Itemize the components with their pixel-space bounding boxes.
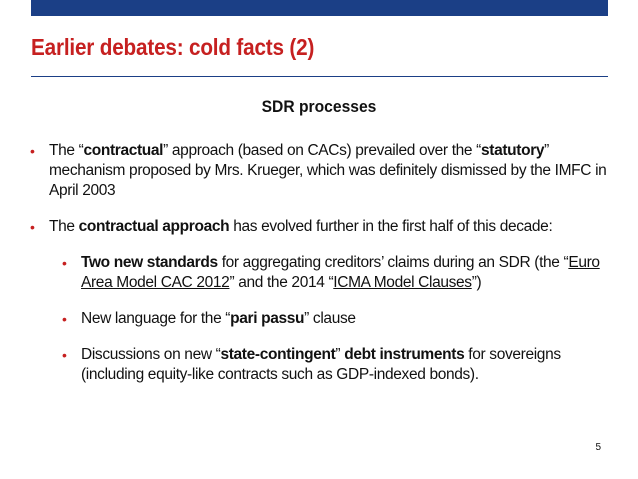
bullet-emphasis: state-contingent <box>220 346 336 363</box>
euro-area-cac-link[interactable]: Euro Area Model CAC 2012 <box>81 254 600 291</box>
bullet-emphasis: contractual approach <box>78 218 230 235</box>
bullet-contractual-vs-statutory <box>30 141 614 201</box>
bullet-text: Discussions on new “ <box>81 346 221 363</box>
page-number: 5 <box>595 442 601 453</box>
bullet-text: ” clause <box>304 310 356 327</box>
bullet-emphasis: Two new standards <box>81 254 218 271</box>
bullet-text: for sovereigns (including equity-like contracts such as GDP-indexed bonds). <box>81 346 561 383</box>
sub-bullet-new-standards <box>62 253 611 293</box>
bullet-text: for aggregating creditors’ claims during an SDR (the “ <box>217 254 569 271</box>
icma-model-clauses-link[interactable]: ICMA Model Clauses <box>333 274 472 291</box>
bullet-text: ” <box>335 346 345 363</box>
bullet-emphasis: contractual <box>83 142 164 159</box>
sub-bullet-pari-passu <box>62 309 611 329</box>
bullet-emphasis: debt instruments <box>344 346 465 363</box>
bullet-text: ” mechanism proposed by Mrs. Krueger, which was definitely dismissed by the IMFC in April 2003 <box>49 142 607 199</box>
bullet-marker: • <box>62 347 67 363</box>
bullet-marker: • <box>30 219 35 235</box>
bullet-text: ”) <box>471 274 482 291</box>
bullet-contractual-evolution <box>30 217 614 237</box>
bullet-text: has evolved further in the first half of this decade: <box>229 218 553 235</box>
bullet-emphasis: pari passu <box>230 310 305 327</box>
slide-title: Earlier debates: cold facts (2) <box>31 34 315 60</box>
section-subheading: SDR processes <box>261 97 377 116</box>
bullet-marker: • <box>62 311 67 327</box>
bullet-marker: • <box>30 143 35 159</box>
sub-bullet-state-contingent <box>62 345 611 385</box>
bullet-text: The <box>49 218 79 235</box>
bullet-text: New language for the “ <box>81 310 231 327</box>
bullet-marker: • <box>62 255 67 271</box>
bullet-text: The “ <box>49 142 84 159</box>
bullet-text: ” and the 2014 “ <box>229 274 334 291</box>
bullet-emphasis: statutory <box>480 142 545 159</box>
bullet-text: ” approach (based on CACs) prevailed over the “ <box>163 142 481 159</box>
